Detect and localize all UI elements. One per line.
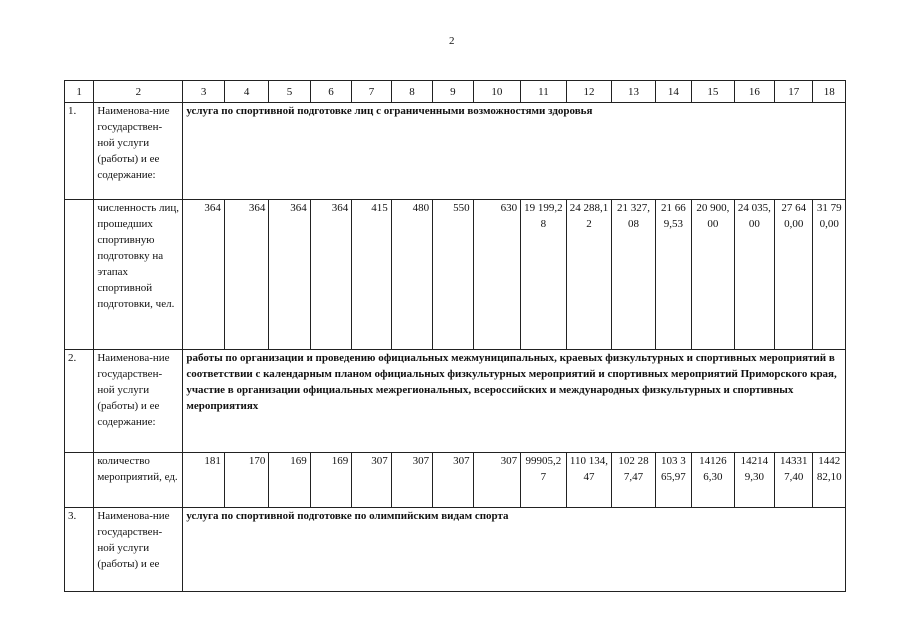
indicator-label: количество мероприятий, ед. xyxy=(94,453,183,508)
cost-cell: 21 327,08 xyxy=(612,200,656,350)
cost-cell: 103 365,97 xyxy=(655,453,691,508)
cost-cell: 102 287,47 xyxy=(612,453,656,508)
section-number: 2. xyxy=(65,350,94,453)
value-cell: 480 xyxy=(391,200,432,350)
value-cell: 550 xyxy=(433,200,473,350)
empty-cell xyxy=(65,453,94,508)
cost-cell: 24 288,12 xyxy=(566,200,612,350)
service-description: услуга по спортивной подготовке лиц с ограниченными возможностями здоровья xyxy=(183,103,846,200)
section-row xyxy=(65,103,846,200)
section-label: Наименова-ние государствен-ной услуги (работы) и ее xyxy=(94,508,183,592)
cost-cell: 110 134,47 xyxy=(566,453,612,508)
header-cell: 12 xyxy=(566,81,612,103)
cost-cell: 143317,40 xyxy=(775,453,813,508)
header-cell: 15 xyxy=(692,81,734,103)
value-cell: 307 xyxy=(433,453,473,508)
value-cell: 307 xyxy=(352,453,391,508)
value-cell: 364 xyxy=(183,200,224,350)
value-cell: 169 xyxy=(310,453,351,508)
empty-cell xyxy=(65,200,94,350)
value-cell: 307 xyxy=(473,453,521,508)
header-cell: 11 xyxy=(521,81,567,103)
data-table xyxy=(64,80,846,592)
header-cell: 5 xyxy=(269,81,310,103)
header-cell: 14 xyxy=(655,81,691,103)
header-cell: 8 xyxy=(391,81,432,103)
indicator-row xyxy=(65,200,846,350)
header-cell: 2 xyxy=(94,81,183,103)
value-cell: 364 xyxy=(224,200,269,350)
section-number: 3. xyxy=(65,508,94,592)
header-cell: 1 xyxy=(65,81,94,103)
section-row xyxy=(65,350,846,453)
value-cell: 364 xyxy=(269,200,310,350)
header-cell: 18 xyxy=(813,81,846,103)
cost-cell: 20 900,00 xyxy=(692,200,734,350)
cost-cell: 144282,10 xyxy=(813,453,846,508)
header-cell: 6 xyxy=(310,81,351,103)
indicator-row xyxy=(65,453,846,508)
header-cell: 17 xyxy=(775,81,813,103)
value-cell: 181 xyxy=(183,453,224,508)
value-cell: 169 xyxy=(269,453,310,508)
cost-cell: 27 640,00 xyxy=(775,200,813,350)
header-row xyxy=(65,81,846,103)
value-cell: 630 xyxy=(473,200,521,350)
indicator-label: численность лиц, прошедших спортивную подготовку на этапах спортивной подготовки, чел. xyxy=(94,200,183,350)
section-label: Наименова-ние государствен-ной услуги (работы) и ее содержание: xyxy=(94,103,183,200)
page-number: 2 xyxy=(449,35,455,47)
header-cell: 16 xyxy=(734,81,774,103)
cost-cell: 19 199,28 xyxy=(521,200,567,350)
header-cell: 9 xyxy=(433,81,473,103)
value-cell: 364 xyxy=(310,200,351,350)
cost-cell: 99905,27 xyxy=(521,453,567,508)
cost-cell: 141266,30 xyxy=(692,453,734,508)
value-cell: 170 xyxy=(224,453,269,508)
header-cell: 4 xyxy=(224,81,269,103)
section-row xyxy=(65,508,846,592)
header-cell: 13 xyxy=(612,81,656,103)
cost-cell: 31 790,00 xyxy=(813,200,846,350)
header-cell: 10 xyxy=(473,81,521,103)
value-cell: 307 xyxy=(391,453,432,508)
service-description: услуга по спортивной подготовке по олимпийским видам спорта xyxy=(183,508,846,592)
header-cell: 7 xyxy=(352,81,391,103)
section-label: Наименова-ние государствен-ной услуги (работы) и ее содержание: xyxy=(94,350,183,453)
service-description: работы по организации и проведению официальных межмуниципальных, краевых физкультурных и спортивных мероприятий в соответствии с календарным планом официальных физкультурных мероприятий и спортивных мероприятий Приморского края, участие в организации официальных межрегиональных, всероссийских и международных физкультурных и спортивных мероприятиях xyxy=(183,350,846,453)
cost-cell: 24 035,00 xyxy=(734,200,774,350)
header-cell: 3 xyxy=(183,81,224,103)
value-cell: 415 xyxy=(352,200,391,350)
cost-cell: 142149,30 xyxy=(734,453,774,508)
cost-cell: 21 669,53 xyxy=(655,200,691,350)
section-number: 1. xyxy=(65,103,94,200)
